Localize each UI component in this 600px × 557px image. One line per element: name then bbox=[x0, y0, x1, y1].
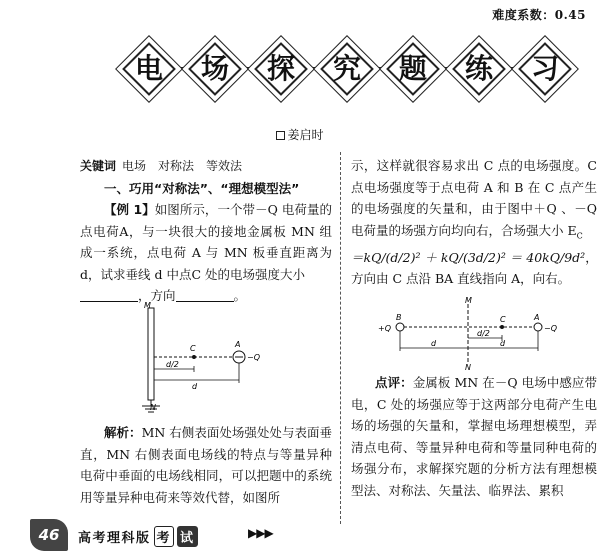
fig1-label-A: A bbox=[235, 340, 241, 349]
fig1-label-charge: −Q bbox=[247, 353, 260, 362]
title-tile bbox=[188, 42, 242, 96]
right-text-1: 示，这样就很容易求出 C 点的电场强度。C 点电场强度等于点电荷 A 和 B 在 C 点产生的电场强度的矢量和，由于图中＋Q 、－Q 电荷量的场强方向均向右，合场强大小 E bbox=[351, 158, 597, 238]
point-C bbox=[192, 355, 196, 359]
page-footer bbox=[30, 517, 330, 553]
figure-equivalent-charges bbox=[376, 296, 557, 372]
footer-label: 高考理科版 bbox=[78, 531, 151, 546]
title-tile bbox=[518, 42, 572, 96]
footer-box-shi: 试 bbox=[177, 526, 198, 547]
solution-label: 解析： bbox=[104, 425, 142, 440]
title-tile bbox=[452, 42, 506, 96]
fig1-label-d: d bbox=[192, 382, 198, 391]
fig2-label-M: M bbox=[465, 296, 472, 305]
fig2-label-C: C bbox=[500, 315, 506, 324]
page-number-badge bbox=[30, 517, 70, 553]
section-title: 一、巧用“对称法”、“理想模型法” bbox=[104, 180, 300, 196]
title-char: 题 bbox=[398, 52, 427, 85]
page-number: 46 bbox=[38, 526, 60, 544]
footer-text bbox=[78, 526, 198, 547]
fig2-point-C bbox=[500, 325, 504, 329]
field-formula: ＝kQ/(d/2)² ＋ kQ/(3d/2)² ＝ 40kQ/9d² bbox=[351, 249, 586, 265]
direction-label: ，方向 bbox=[138, 288, 176, 303]
author-line bbox=[0, 126, 600, 143]
title-tile bbox=[122, 42, 176, 96]
comment-text: 金属板 MN 在－Q 电场中感应带电，C 处的场强应等于这两部分电荷产生电场的场强的矢量和，掌握电场理想模型，弄清点电荷、等量异种电荷和等量同种电荷的场强分布，求解探究题的分析方法有理想模型法、对称法、矢量法、临界法、累积 bbox=[351, 375, 597, 498]
right-column bbox=[351, 155, 597, 290]
title-tile bbox=[320, 42, 374, 96]
title-banner bbox=[122, 38, 572, 98]
footer-box-kao: 考 bbox=[154, 526, 175, 547]
title-tile bbox=[254, 42, 308, 96]
fig1-label-M: M bbox=[144, 301, 151, 310]
fig2-label-B: B bbox=[396, 313, 402, 322]
charge-B bbox=[396, 323, 404, 331]
title-char: 探 bbox=[266, 52, 295, 85]
example-label: 【例 1】 bbox=[104, 202, 155, 217]
right-text-1-sub: C bbox=[576, 231, 583, 240]
metal-plate bbox=[148, 308, 154, 400]
fig2-label-A: A bbox=[534, 313, 540, 322]
title-char: 电 bbox=[134, 52, 163, 85]
title-tile bbox=[386, 42, 440, 96]
footer-arrows-icon: ▶▶▶ bbox=[248, 526, 273, 540]
fig2-label-N: N bbox=[465, 363, 471, 372]
column-divider bbox=[340, 152, 341, 524]
solution-paragraph bbox=[80, 422, 332, 508]
fig2-label-d2: d bbox=[500, 339, 506, 348]
fig1-label-half: d/2 bbox=[166, 360, 179, 369]
example-text: 如图所示，一个带－Q 电荷量的点电荷A，与一块很大的接地金属板 MN 组成一系统，点电荷 A 与 MN 板垂直距离为 d，试求垂线 d 中点C 处的电场强度大小 bbox=[80, 202, 332, 282]
fig2-label-d1: d bbox=[431, 339, 437, 348]
title-char: 练 bbox=[464, 52, 493, 85]
right-text-2: ，方向由 C 点沿 BA 直线指向 A，向右。 bbox=[351, 249, 598, 286]
fig2-charge-A bbox=[534, 323, 542, 331]
title-char: 究 bbox=[332, 52, 361, 85]
right-paragraph-1 bbox=[351, 155, 597, 290]
title-char: 习 bbox=[530, 52, 559, 85]
author-box-icon bbox=[276, 131, 285, 140]
difficulty-label: 难度系数：0.45 bbox=[492, 8, 586, 22]
fig1-label-N: N bbox=[150, 403, 156, 412]
fig2-label-minusQ: −Q bbox=[544, 324, 557, 333]
fig1-label-C: C bbox=[190, 344, 196, 353]
left-column bbox=[80, 155, 332, 307]
figure-plate-charge bbox=[130, 300, 270, 418]
fig2-label-plusQ: +Q bbox=[378, 324, 391, 333]
keywords: 电场 对称法 等效法 bbox=[122, 159, 243, 173]
author-name: 姜启时 bbox=[287, 128, 324, 142]
comment-paragraph bbox=[351, 372, 597, 501]
title-char: 场 bbox=[200, 52, 229, 85]
end-mark: 。 bbox=[233, 288, 247, 303]
solution-text: MN 右侧表面处场强处处与表面垂直，MN 右侧表面电场线的特点与等量异种电荷中垂面的电场线相同，可以把题中的系统用等量异种电荷来等效代替，如图所 bbox=[80, 425, 332, 505]
keywords-label: 关键词 bbox=[80, 159, 117, 173]
comment-label: 点评： bbox=[375, 375, 413, 390]
keywords-line bbox=[80, 155, 332, 178]
fig2-label-half: d/2 bbox=[477, 329, 490, 338]
example-paragraph bbox=[80, 199, 332, 307]
